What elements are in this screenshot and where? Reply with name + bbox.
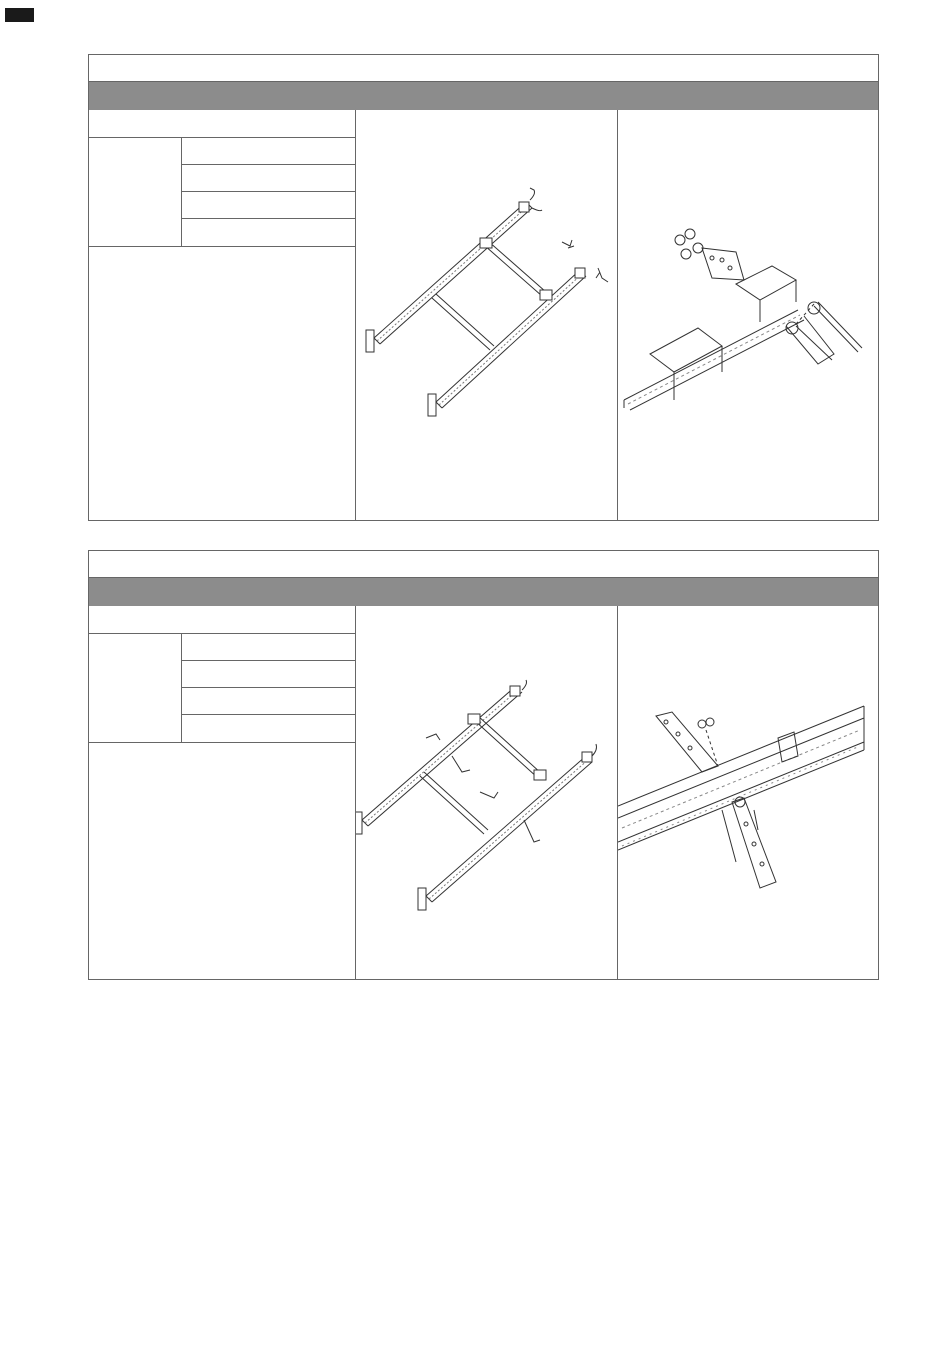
step-header-bar [89, 578, 878, 606]
illustration-frame-overview [356, 110, 618, 520]
parts-table-cell [182, 634, 355, 661]
parts-table-cell [182, 715, 355, 742]
parts-table-cell [182, 688, 355, 715]
page-corner-mark [5, 8, 34, 22]
step-body [89, 110, 878, 520]
parts-table-cell [182, 138, 355, 165]
assembly-step-2 [88, 550, 879, 980]
step-title [89, 551, 878, 578]
step-notes [89, 247, 355, 259]
parts-table-cell [182, 165, 355, 192]
ladder-frame-illustration [356, 606, 618, 978]
illustration-joint-detail [618, 110, 878, 520]
ladder-frame-illustration [356, 110, 618, 520]
parts-table-cell [182, 661, 355, 688]
rail-joint-illustration [618, 606, 878, 978]
assembly-step-1 [88, 54, 879, 521]
parts-table [89, 138, 355, 247]
parts-table-row-label [89, 634, 182, 742]
step-header-bar [89, 82, 878, 110]
step-body [89, 606, 878, 979]
parts-table-cell [182, 192, 355, 219]
illustration-rail-joint [618, 606, 878, 979]
parts-table-header [89, 110, 355, 138]
parts-table [89, 634, 355, 743]
parts-table-header [89, 606, 355, 634]
illustration-frame-overview [356, 606, 618, 979]
step-notes [89, 743, 355, 755]
parts-table-cell [182, 219, 355, 246]
parts-table-row-label [89, 138, 182, 246]
parts-column [89, 110, 356, 520]
joint-detail-illustration [618, 110, 878, 520]
step-title [89, 55, 878, 82]
parts-column [89, 606, 356, 979]
